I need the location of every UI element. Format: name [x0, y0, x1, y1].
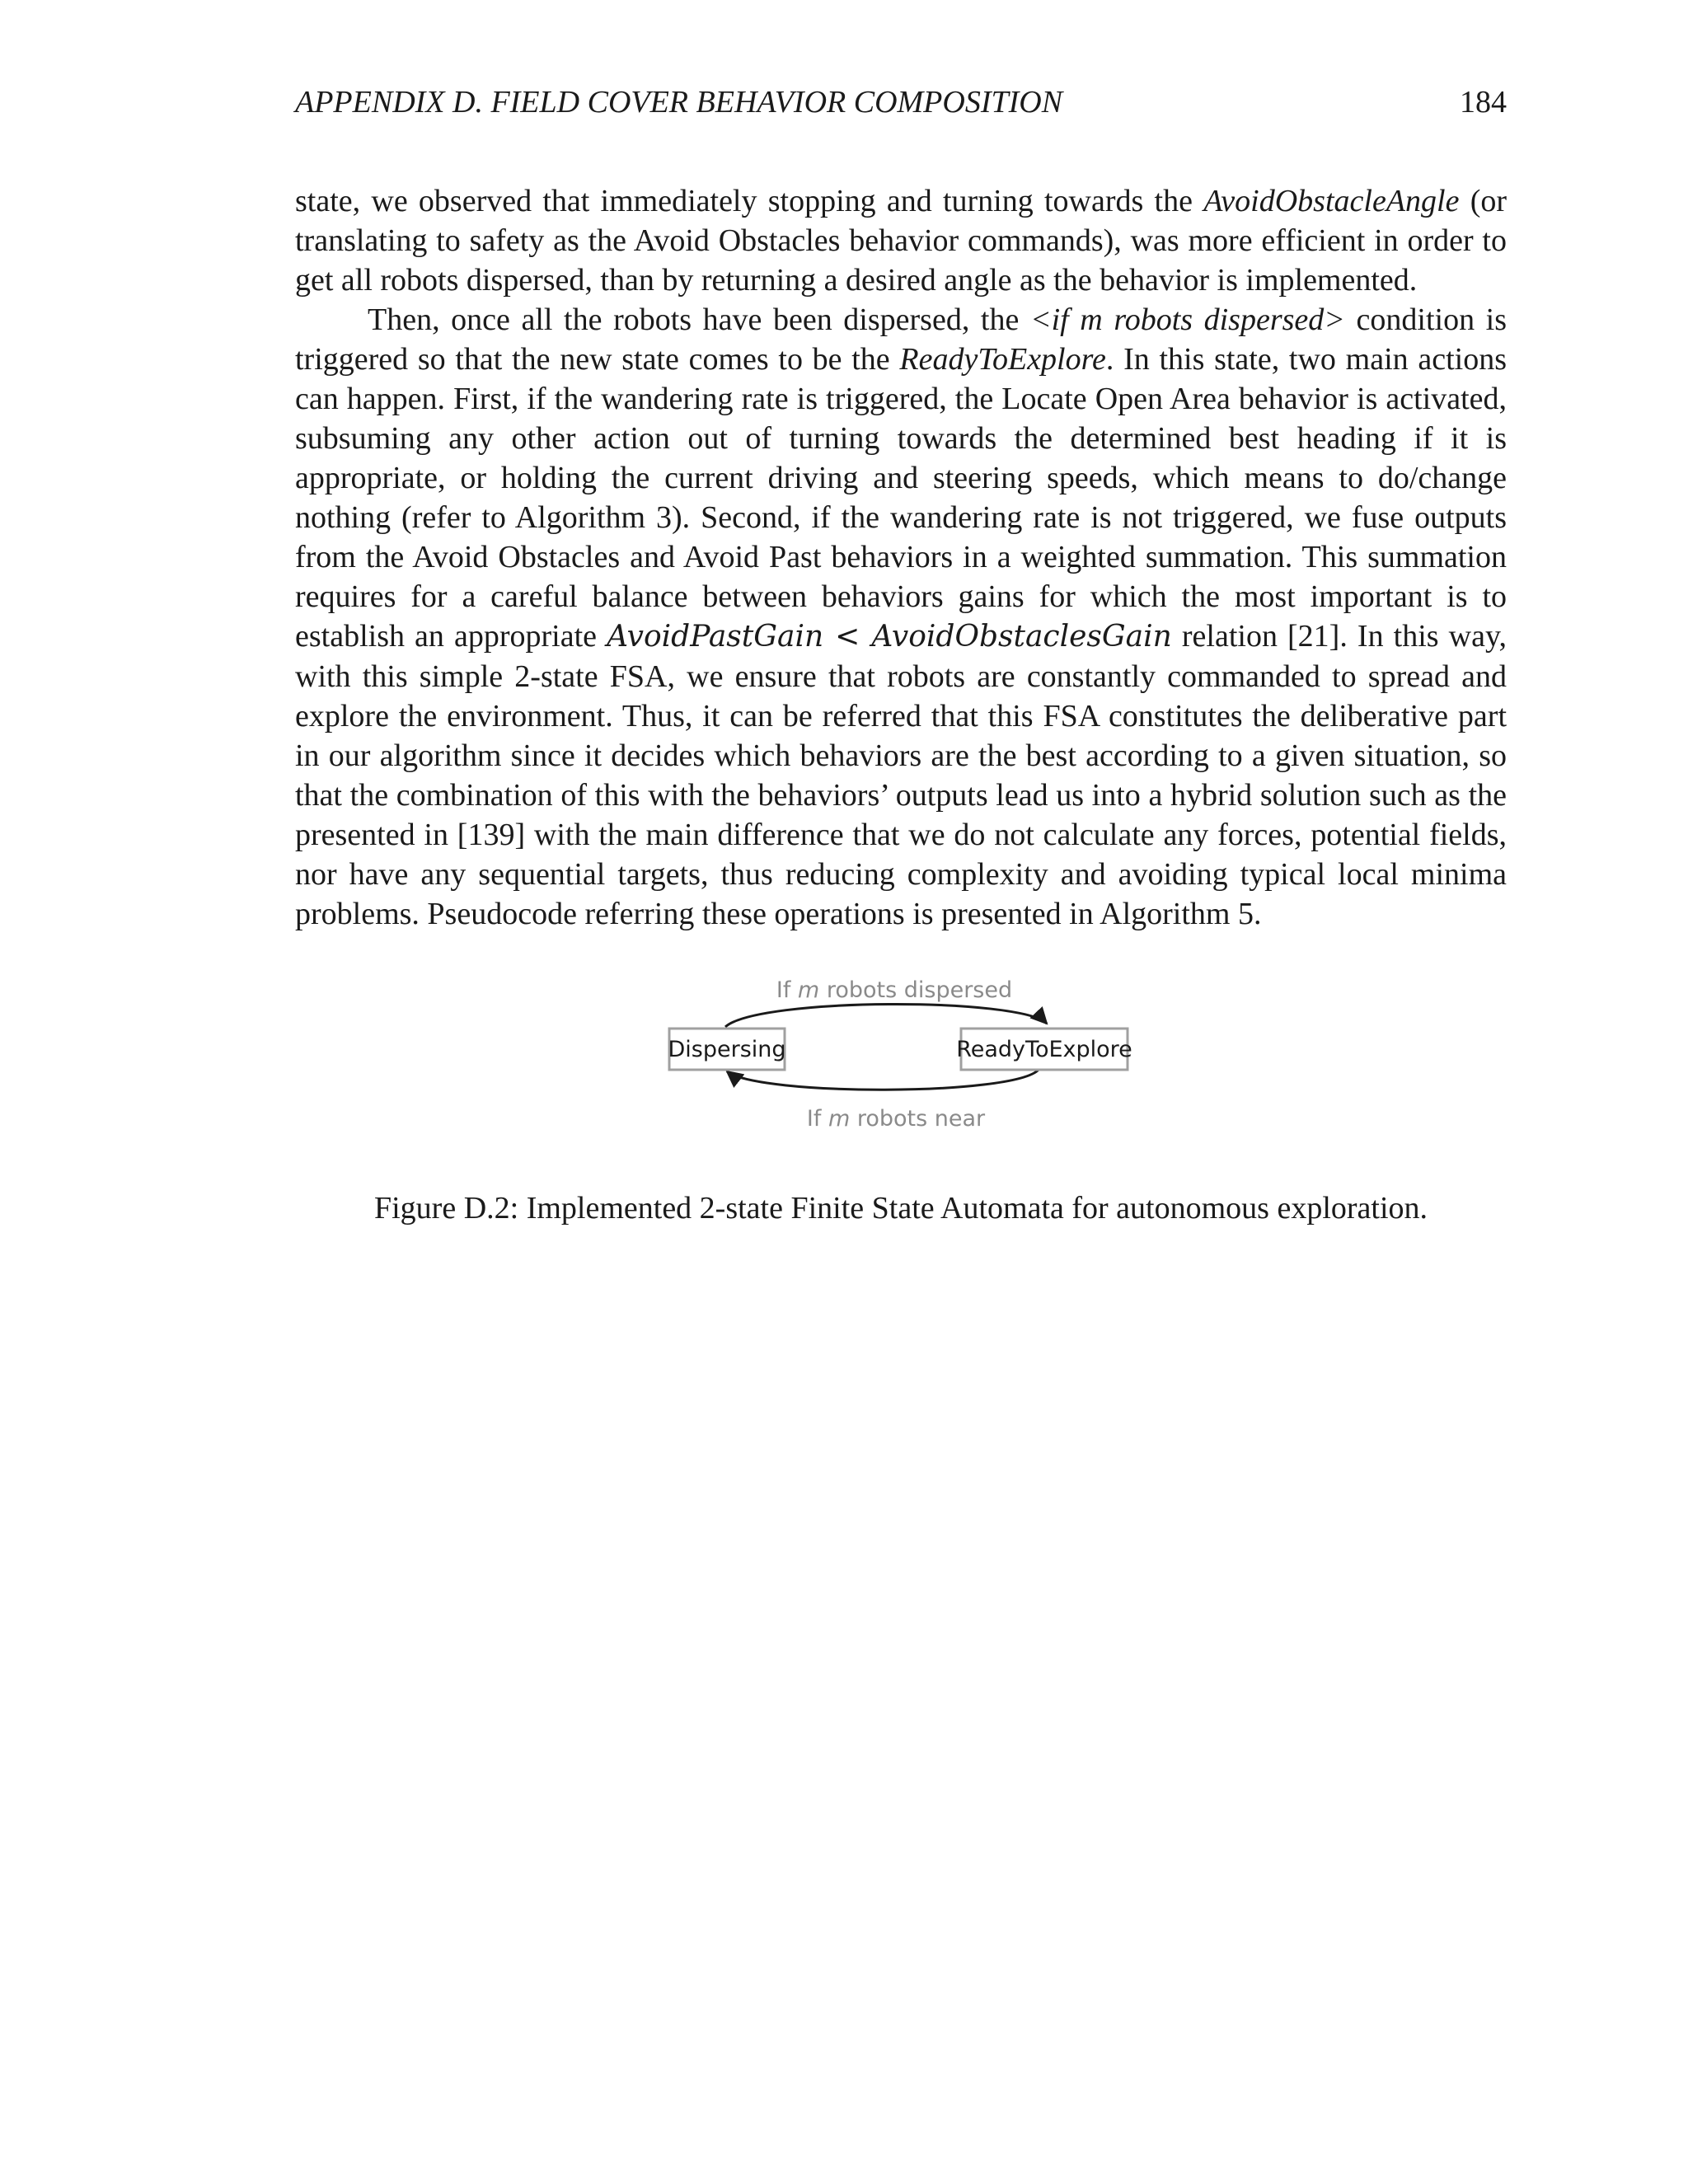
paragraph-1 — [295, 181, 1507, 300]
edge-label-near: If m robots near — [806, 1106, 986, 1132]
p1-text-2: (or translating to safety as the Avoid Obstacles behavior commands), was more efficient in order to get all robots dispersed, than by returning a desired angle as the behavior is implemented. — [295, 184, 1507, 298]
fsa-diagram — [659, 972, 1146, 1137]
page-number: 184 — [1460, 85, 1507, 120]
p2-text-4: relation [21]. In this way, with this simple 2-state FSA, we ensure that robots are constantly commanded to spread and explore the environment. Thus, it can be referred that this FSA constitutes the deliberative part in our algorithm since it decides which behaviors are the best according to a given situation, so that the combination of this with the behaviors’ outputs lead us into a hybrid solution such as the presented in [139] with the main difference that we do not calculate any forces, potential fields, nor have any sequential targets, thus reducing complexity and avoiding typical local minima problems. Pseudocode referring these operations is presented in Algorithm 5. — [295, 619, 1507, 931]
figure-caption: Figure D.2: Implemented 2-state Finite State Automata for autonomous exploration. — [373, 1191, 1428, 1226]
edge-ready-to-dispersing — [727, 1070, 1039, 1090]
fsa-figure — [659, 972, 1146, 1137]
paragraph-2 — [295, 300, 1507, 934]
p2-emphasis-2: ReadyToExplore — [899, 342, 1106, 377]
p1-text-1: state, we observed that immediately stopping and turning towards the — [295, 184, 1204, 218]
p1-emphasis-1: AvoidObstacleAngle — [1203, 184, 1460, 218]
running-head-title: APPENDIX D. FIELD COVER BEHAVIOR COMPOSITION — [295, 85, 1063, 120]
p2-text-1: Then, once all the robots have been dispersed, the — [368, 302, 1030, 337]
running-head — [295, 79, 1507, 125]
edge-dispersing-to-ready — [725, 1004, 1047, 1027]
state-ready-label: ReadyToExplore — [956, 1037, 1132, 1062]
p2-text-3: . In this state, two main actions can happen. First, if the wandering rate is triggered, the Locate Open Area behavior is activated, subsuming any other action out of turning towards the determined best heading if it is appropriate, or holding the current driving and steering speeds, which means to do/change nothing (refer to Algorithm 3). Second, if the wandering rate is not triggered, we fuse outputs from the Avoid Obstacles and Avoid Past behaviors in a weighted summation. This summation requires for a careful balance between behaviors gains for which the most important is to establish an appropriate — [295, 342, 1507, 654]
edge-label-dispersed: If m robots dispersed — [776, 977, 1013, 1003]
p2-text-2: condition is triggered so that the new state comes to be the — [295, 302, 1507, 377]
state-dispersing-label: Dispersing — [668, 1037, 786, 1062]
body-text — [295, 181, 1507, 934]
p2-math-1: AvoidPastGain < AvoidObstaclesGain — [607, 620, 1172, 654]
p2-emphasis-1: <if m robots dispersed> — [1029, 302, 1345, 337]
